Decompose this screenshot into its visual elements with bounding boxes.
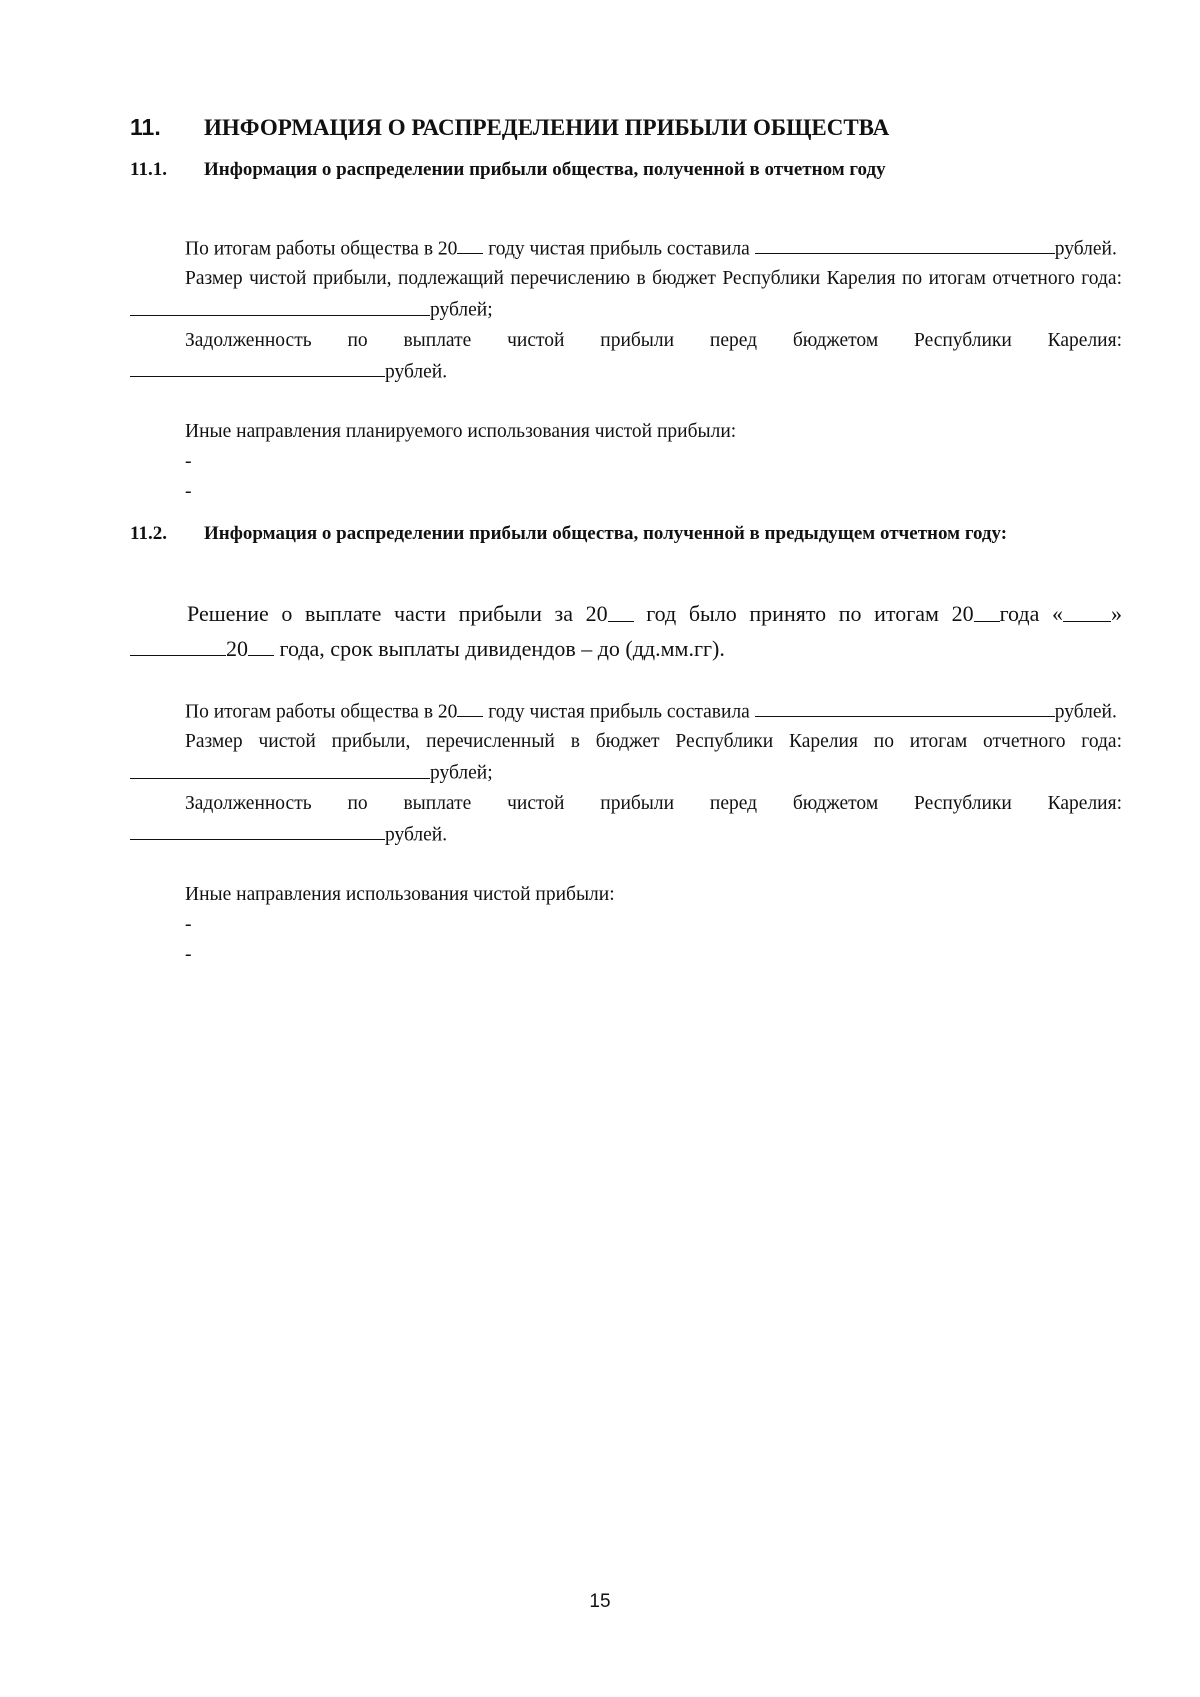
section-title: ИНФОРМАЦИЯ О РАСПРЕДЕЛЕНИИ ПРИБЫЛИ ОБЩЕСТВА [204, 115, 890, 140]
month-blank [130, 632, 226, 656]
amount-blank [755, 233, 1055, 254]
profit-paragraph-2: По итогам работы общества в 20 году чистая прибыль составила рублей. [130, 696, 1122, 727]
section-number: 11. [130, 114, 161, 140]
amount-blank [130, 356, 385, 377]
amount-blank [755, 696, 1055, 717]
section-heading [130, 112, 1122, 143]
budget-paragraph-2: Размер чистой прибыли, перечисленный в бюджет Республики Карелия по итогам отчетного года: рублей; [130, 727, 1122, 788]
day-blank [1063, 597, 1111, 621]
debt-paragraph-1: Задолженность по выплате чистой прибыли перед бюджетом Республики Карелия: рублей. [130, 326, 1122, 387]
debt-paragraph-2: Задолженность по выплате чистой прибыли перед бюджетом Республики Карелия: рублей. [130, 789, 1122, 850]
subsection-title-2: Информация о распределении прибыли общества, полученной в предыдущем отчетном году: [204, 523, 1008, 545]
year-blank [974, 597, 1000, 621]
other-directions-label-1: Иные направления планируемого использования чистой прибыли: [185, 421, 737, 443]
other-directions-label-2: Иные направления использования чистой прибыли: [185, 884, 615, 905]
subsection-heading-1 [130, 155, 1122, 185]
amount-blank [130, 294, 430, 315]
subsection-heading-2 [130, 519, 1122, 549]
subsection-title-1: Информация о распределении прибыли общества, полученной в отчетном году [204, 159, 886, 180]
subsection-number-1: 11.1. [130, 159, 167, 180]
year-blank [457, 233, 483, 254]
year-blank [457, 696, 483, 717]
list-item-dash: - [185, 944, 192, 965]
year-blank [248, 632, 274, 656]
amount-blank [130, 757, 430, 778]
list-item-dash: - [185, 451, 192, 473]
year-blank [608, 597, 634, 621]
list-item-dash: - [185, 914, 192, 935]
amount-blank [130, 819, 385, 840]
page-content [130, 112, 1122, 970]
page-number: 15 [589, 1591, 611, 1612]
list-item-dash: - [185, 481, 192, 503]
profit-paragraph-1: По итогам работы общества в 20 году чистая прибыль составила рублей. [130, 233, 1122, 264]
budget-paragraph-1: Размер чистой прибыли, подлежащий перечислению в бюджет Республики Карелия по итогам отчетного года: рублей; [130, 264, 1122, 325]
decision-paragraph: Решение о выплате части прибыли за 20 год было принято по итогам 20 года « » 20 года, срок выплаты дивидендов – до (дд.мм.гг). [130, 597, 1122, 665]
subsection-number-2: 11.2. [130, 523, 167, 545]
